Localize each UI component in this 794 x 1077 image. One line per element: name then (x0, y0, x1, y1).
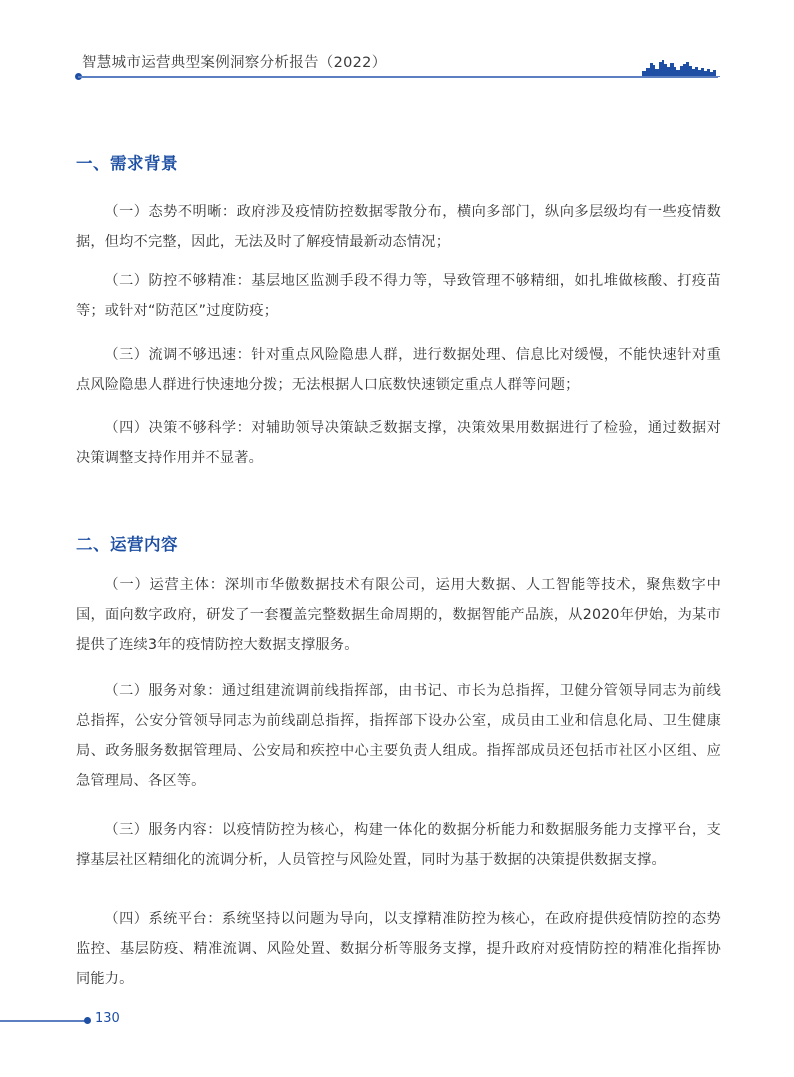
city-skyline-icon (642, 57, 720, 77)
paragraph: （四）系统平台：系统坚持以问题为导向，以支撑精准防控为核心，在政府提供疫情防控的态势监控、基层防疫、精准流调、风险处置、数据分析等服务支撑，提升政府对疫情防控的精准化指挥协同能力。 (76, 911, 721, 987)
paragraph: （二）防控不够精准：基层地区监测手段不得力等，导致管理不够精细，如扎堆做核酸、打疫苗等；或针对“防范区”过度防疫； (76, 273, 721, 319)
page-number: 130 (95, 1011, 120, 1026)
section-heading-background: 一、需求背景 (76, 154, 178, 173)
footer-divider (0, 1020, 86, 1022)
paragraph: （一）运营主体：深圳市华傲数据技术有限公司，运用大数据、人工智能等技术，聚焦数字中国，面向数字政府，研发了一套覆盖完整数据生命周期的，数据智能产品族，从2020年伊始，为某市提供了连续3年的疫情防控大数据支撑服务。 (76, 577, 721, 653)
paragraph: （一）态势不明晰：政府涉及疫情防控数据零散分布，横向多部门，纵向多层级均有一些疫情数据，但均不完整，因此，无法及时了解疫情最新动态情况； (76, 204, 721, 250)
footer-dot (84, 1017, 91, 1024)
paragraph: （三）流调不够迅速：针对重点风险隐患人群，进行数据处理、信息比对缓慢，不能快速针对重点风险隐患人群进行快速地分拨；无法根据人口底数快速锁定重点人群等问题； (76, 347, 721, 393)
section-heading-operations: 二、运营内容 (76, 535, 178, 554)
paragraph: （三）服务内容：以疫情防控为核心，构建一体化的数据分析能力和数据服务能力支撑平台，支撑基层社区精细化的流调分析，人员管控与风险处置，同时为基于数据的决策提供数据支撑。 (76, 822, 721, 868)
paragraph: （四）决策不够科学：对辅助领导决策缺乏数据支撑，决策效果用数据进行了检验，通过数据对决策调整支持作用并不显著。 (76, 420, 721, 466)
report-title: 智慧城市运营典型案例洞察分析报告（2022） (82, 55, 387, 71)
header-divider (78, 76, 718, 78)
paragraph: （二）服务对象：通过组建流调前线指挥部，由书记、市长为总指挥，卫健分管领导同志为前线总指挥，公安分管领导同志为前线副总指挥，指挥部下设办公室，成员由工业和信息化局、卫生健康局、政务服务数据管理局、公安局和疾控中心主要负责人组成。指挥部成员还包括市社区小区组、应急管理局、各区等。 (76, 683, 721, 789)
